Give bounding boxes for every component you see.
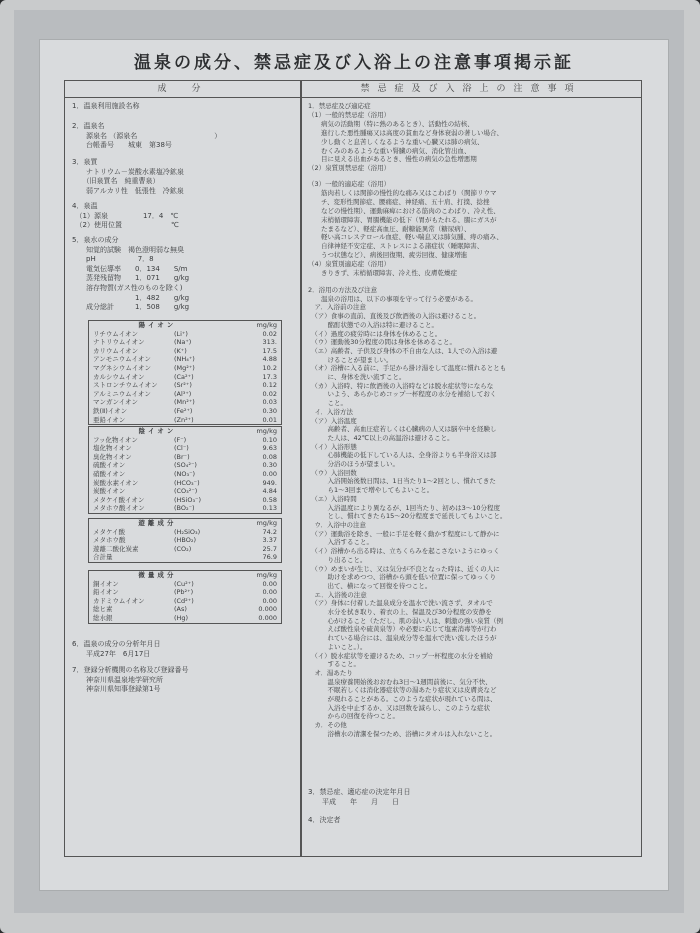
anion-cell: (SO₄²⁻) [173, 461, 197, 470]
anion-cell: 硝酸イオン [93, 469, 126, 478]
trace-row [89, 597, 281, 606]
cation-cell: 0.02 [262, 389, 277, 398]
trace-row [89, 605, 281, 614]
cation-cell: (Sr²⁺) [173, 381, 192, 390]
trace-cell: (Cu²⁺) [173, 579, 194, 588]
cation-cell: 17.5 [262, 346, 277, 355]
anion-cell: (CO₃²⁻) [173, 487, 198, 496]
cation-cell: (Li⁺) [173, 329, 188, 338]
cation-cell: カルシウムイオン [93, 372, 145, 381]
bathing-method-section: 2．浴用の方法及び注意 温泉の浴用は、以下の事項を守って行う必要がある。 ア．入浴前の注意 （ア）食事の直前、直後及び飲酒後の入浴は避けること。 酩酊状態での入浴は特に避けること。 （イ）過度の疲労時には身体を休めること。 （ウ）運動後30分程度の間は身体を休めること。 （エ）高齢者、子供及び身体の不自由な人は、1人での入浴は避 けることが望ましい。 （オ）浴槽に入る前に、手足から掛け湯をして温度に慣れるととも に、身体を洗い流すこと。 （カ）入浴時、特に飲酒後の入浴時などは脱水症状等にならな いよう、あらかじめコップ一杯程度の水分を補給しておく こと。 イ．入浴方法 （ア）入浴温度 高齢者、高血圧症若しくは心臓病の人又は脳卒中を経験し た人は、42℃以上の高温浴は避けること。 （イ）入浴形態 心肺機能の低下している人は、全身浴よりも半身浴又は部 分浴のほうが望ましい。 （ウ）入浴回数 入浴開始後数日間は、1日当たり1～2回とし、慣れてきた ら1～3回まで増やしてもよいこと。 （エ）入浴時間 入浴温度により異なるが、1回当たり、初めは3～10分程度 とし、慣れてきたら15～20分程度まで延長してもよいこと。 ウ．入浴中の注意 （ア）運動浴を除き、一般に手足を軽く動かす程度にして静かに 入浴すること。 （イ）浴槽から出る時は、立ちくらみを起こさないようにゆっく り出ること。 （ウ）めまいが生じ、又は気分が不良となった時は、近くの人に 助けを求めつつ、浴槽から頭を低い位置に保ってゆっくり 出て、横になって回復を待つこと。 エ．入浴後の注意 （ア）身体に付着した温泉成分を温水で洗い流さず、タオルで 水分を拭き取り、着衣の上、保温及び30分程度の安静を 心がけること（ただし、肌の弱い人は、刺激の強い泉質（例 えば酸性泉や硫黄泉等）や必要に応じて塩素消毒等が行わ れている場合には、温泉成分等を温水で洗い流したほうが よいこと。）。 （イ）脱水症状等を避けるため、コップ一杯程度の水分を補給 すること。 オ．湯あたり 温泉療養開始後おおむね3日～1週間前後に、気分不快、 不眠若しくは消化器症状等の湯あたり症状又は皮膚炎など が現れることがある。このような症状が現れている間は、 入浴を中止するか、又は回数を減らし、このような症状 からの回復を待つこと。 カ．その他 浴槽水の清潔を保つため、浴槽にタオルは入れないこと。 [308, 286, 507, 738]
analysis-date-section: 6．温泉の成分の分析年月日 平成27年 6月17日 [72, 640, 161, 658]
cation-cell: (Mn²⁺) [173, 398, 195, 407]
facility-name-section: 1．温泉利用施設名称 [72, 102, 140, 110]
anion-row [89, 436, 281, 445]
trace-cell: (Pb²⁺) [173, 588, 194, 597]
anion-cell: (Cl⁻) [173, 444, 189, 453]
cation-table [88, 320, 282, 425]
undiss-title: 遊離成分 [138, 519, 177, 527]
spring-temperature-section: 4．泉温 （1）源泉 17．4 ℃ （2）使用位置 ℃ [72, 202, 179, 230]
anion-cell: 0.08 [262, 452, 277, 461]
trace-cell: カドミウムイオン [93, 596, 145, 605]
trace-row [89, 580, 281, 589]
cation-title: 陽イオン [138, 321, 177, 329]
trace-cell: 0.000 [258, 605, 277, 614]
anion-cell: (HSiO₃⁻) [173, 495, 202, 504]
anion-cell: 0.30 [262, 461, 277, 470]
notice-title: 温泉の成分、禁忌症及び入浴上の注意事項掲示証 [134, 53, 574, 73]
spring-water-components-section: 5．泉水の成分 知覚的試験 褐色澄明弱な無臭 pH 7．8 電気伝導率 0．134 S/m 蒸発残留物 1．071 g/kg 溶存物質(ガス性のものを除く) 1．482 g/kg 成分総計 1．508 g/kg [72, 236, 190, 312]
right-column-header: 禁忌症及び入浴上の注意事項 [300, 80, 642, 98]
trace-cell: 0.00 [262, 588, 277, 597]
cation-cell: アルミニウムイオン [93, 389, 151, 398]
trace-cell: (Hg) [173, 613, 189, 622]
cation-row [89, 338, 281, 347]
cation-cell: マグネシウムイオン [93, 363, 152, 372]
anion-cell: (Br⁻) [173, 452, 190, 461]
cation-cell: 鉄(Ⅱ)イオン [93, 406, 128, 415]
undiss-row [89, 536, 281, 545]
spring-quality-section: 3．泉質 ナトリウム－炭酸水素塩冷鉱泉 （旧泉質名 純重曹泉） 弱アルカリ性 低張性 冷鉱泉 [72, 158, 184, 195]
anion-cell: 0.58 [262, 495, 277, 504]
trace-cell: 0.000 [258, 613, 277, 622]
undiss-cell: メタケイ酸 [93, 527, 126, 536]
trace-cell: 鉛イオン [93, 588, 119, 597]
anion-row [89, 470, 281, 479]
trace-table [88, 570, 282, 624]
left-column-header: 成 分 [64, 80, 302, 98]
anion-row [89, 487, 281, 496]
trace-unit: mg/kg [256, 571, 277, 579]
anion-cell: (F⁻) [173, 435, 187, 444]
spring-name-section: 2．温泉名 源泉名 （源泉名 ） 台帳番号 城東 第38号 [72, 122, 222, 150]
anion-cell: メタホウ酸イオン [93, 504, 145, 513]
cation-cell: (NH₄⁺) [173, 355, 195, 364]
anion-row [89, 504, 281, 513]
anion-cell: メタケイ酸イオン [93, 495, 145, 504]
anion-cell: (NO₃⁻) [173, 469, 196, 478]
cation-cell: 0.02 [262, 329, 277, 338]
cation-cell: 0.03 [262, 398, 277, 407]
anion-cell: 臭化物イオン [93, 452, 132, 461]
cation-row [89, 416, 281, 425]
anion-cell: フッ化物イオン [93, 435, 138, 444]
trace-cell: 総ヒ素 [93, 605, 113, 614]
cation-row [89, 407, 281, 416]
undiss-cell: 遊離二酸化炭素 [93, 544, 139, 553]
anion-unit: mg/kg [256, 427, 277, 435]
anion-row [89, 461, 281, 470]
cation-row [89, 364, 281, 373]
trace-cell: 0.00 [262, 579, 277, 588]
decider-section: 4．決定者 [308, 816, 341, 824]
cation-row [89, 390, 281, 399]
anion-cell: 0.10 [262, 435, 277, 444]
undiss-row [89, 528, 281, 537]
undiss-cell: メタホウ酸 [93, 536, 126, 545]
anion-cell: 塩化物イオン [93, 444, 132, 453]
cation-row [89, 330, 281, 339]
undiss-cell: (H₂SiO₃) [173, 527, 201, 536]
cation-cell: 313. [262, 338, 277, 347]
anion-title: 陰イオン [138, 427, 177, 435]
trace-row [89, 614, 281, 623]
cation-cell: 0.30 [262, 406, 277, 415]
cation-cell: アンモニウムイオン [93, 355, 151, 364]
anion-table [88, 426, 282, 514]
cation-cell: 10.2 [262, 363, 277, 372]
decision-date-section: 3．禁忌症、適応症の決定年月日 平成 年 月 日 [308, 788, 411, 806]
cation-cell: (Mg²⁺) [173, 363, 195, 372]
cation-cell: 17.3 [262, 372, 277, 381]
anion-cell: (HCO₃⁻) [173, 478, 200, 487]
undiss-cell: (CO₂) [173, 544, 192, 553]
notice-sheet [40, 40, 668, 890]
cation-cell: (K⁺) [173, 346, 187, 355]
undiss-cell: (HBO₂) [173, 536, 196, 545]
cation-cell: (Fe²⁺) [173, 406, 193, 415]
trace-cell: (Cd²⁺) [173, 596, 194, 605]
cation-cell: リチウムイオン [93, 329, 138, 338]
undiss-cell: 76.9 [262, 553, 277, 562]
undissociated-table [88, 518, 282, 563]
cation-cell: 0.12 [262, 381, 277, 390]
anion-cell: (BO₂⁻) [173, 504, 195, 513]
undiss-cell: 3.37 [262, 536, 277, 545]
anion-row [89, 444, 281, 453]
cation-cell: (Ca²⁺) [173, 372, 194, 381]
cation-cell: 亜鉛イオン [93, 415, 126, 424]
anion-cell: 炭酸水素イオン [93, 478, 139, 487]
cation-cell: (Na⁺) [173, 338, 192, 347]
undiss-unit: mg/kg [256, 519, 277, 527]
anion-cell: 硫酸イオン [93, 461, 126, 470]
cation-cell: ストロンチウムイオン [93, 381, 158, 390]
trace-cell: (As) [173, 605, 187, 614]
anion-cell: 4.84 [262, 487, 277, 496]
cation-row [89, 398, 281, 407]
cation-cell: 0.01 [262, 415, 277, 424]
anion-cell: 0.13 [262, 504, 277, 513]
undiss-cell: 合計量 [93, 553, 113, 562]
cation-unit: mg/kg [256, 321, 277, 329]
anion-cell: 949. [262, 478, 277, 487]
anion-cell: 9.63 [262, 444, 277, 453]
anion-cell: 0.00 [262, 469, 277, 478]
cation-row [89, 355, 281, 364]
indications-section: （3）一般的適応症（浴用） 筋肉若しくは関節の慢性的な痛み又はこわばり（関節リウマ チ、変形性関節症、腰痛症、神経痛、五十肩、打撲、捻挫 などの慢性期）、運動麻痺における筋肉のこわばり、冷え性、 末梢循環障害、胃腸機能の低下（胃がもたれる、腸にガスが たまるなど）、軽症高血圧、耐糖能異常（糖尿病）、 軽い高コレステロール血症、軽い喘息又は肺気腫、痔の痛み、 自律神経不安定症、ストレスによる諸症状（睡眠障害、 うつ状態など）、病後回復期、疲労回復、健康増進 （4）泉質別適応症（浴用） きりきず、末梢循環障害、冷え性、皮膚乾燥症 [308, 180, 503, 278]
trace-cell: 銅イオン [93, 579, 119, 588]
cation-cell: カリウムイオン [93, 346, 139, 355]
trace-cell: 総水銀 [93, 613, 113, 622]
trace-title: 微量成分 [138, 571, 177, 579]
undiss-row [89, 553, 281, 562]
undiss-cell: 25.7 [262, 544, 277, 553]
anion-row [89, 479, 281, 488]
cation-cell: (Zn²⁺) [173, 415, 194, 424]
cation-cell: マンガンイオン [93, 398, 138, 407]
contraindications-section: 1．禁忌症及び適応症 （1）一般的禁忌症（浴用） 病気の活動期（特に熱のあるとき）、活動性の結核、 進行した悪性腫瘍又は高度の貧血など身体衰弱の著しい場合、 少し動くと息苦しくなるような重い心臓又は肺の病気、 むくみのあるような重い腎臓の病気、消化管出血、 目に見える出血があるとき、慢性の病気の急性増悪期 （2）泉質別禁忌症（浴用） [308, 102, 503, 173]
trace-row [89, 588, 281, 597]
cation-row [89, 373, 281, 382]
cation-cell: ナトリウムイオン [93, 338, 145, 347]
anion-cell: 炭酸イオン [93, 487, 126, 496]
cation-cell: 4.88 [262, 355, 277, 364]
trace-cell: 0.00 [262, 596, 277, 605]
analysis-agency-section: 7．登録分析機関の名称及び登録番号 神奈川県温泉地学研究所 神奈川県知事登録第1号 [72, 666, 189, 694]
undiss-cell [174, 553, 229, 562]
undiss-row [89, 545, 281, 554]
cation-cell: (Al³⁺) [173, 389, 192, 398]
cation-row [89, 347, 281, 356]
undiss-cell: 74.2 [262, 527, 277, 536]
cation-row [89, 381, 281, 390]
